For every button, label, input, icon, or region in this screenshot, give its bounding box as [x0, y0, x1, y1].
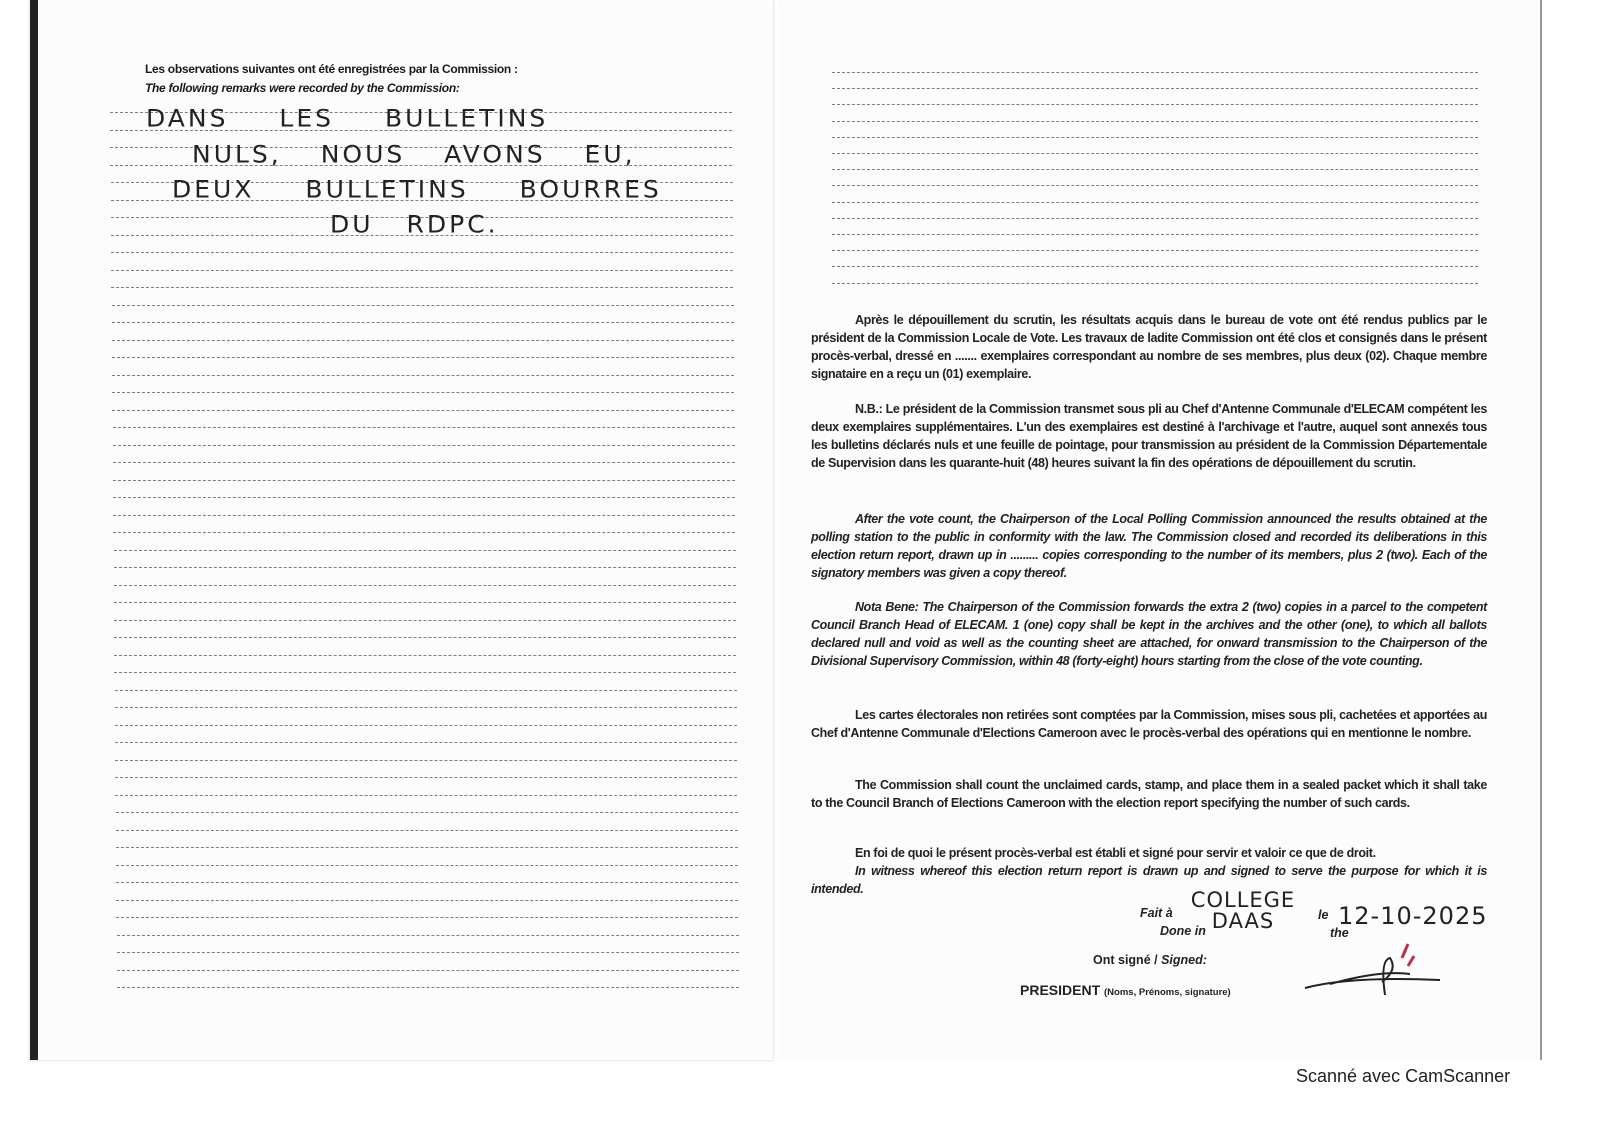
ruled-line	[114, 620, 736, 621]
ruled-line	[115, 795, 737, 796]
signature-mark	[1290, 940, 1460, 1000]
date-value: 12-10-2025	[1338, 902, 1488, 930]
ruled-line	[832, 72, 1478, 73]
ruled-line	[832, 218, 1478, 219]
ruled-line	[113, 480, 735, 481]
paragraph-nb-fr: N.B.: Le président de la Commission transmet sous pli au Chef d'Antenne Communale d'ELECAM compétent les deux exemplaires supplémentaires. L'un des exemplaires est destiné à l'archivage et l'autre, auquel sont annexés tous les bulletins déclarés nuls et une feuille de pointage, pour transmission au président de la Commission Départementale de Supervision dans les quarante-huit (48) heures suivant la fin des opérations de dépouillement du scrutin.	[811, 402, 1487, 470]
date-label-fr: le	[1318, 908, 1329, 922]
ruled-line	[116, 865, 738, 866]
paragraph-nota-bene-en: Nota Bene: The Chairperson of the Commission forwards the extra 2 (two) copies in a parcel to the competent Council Branch Head of ELECAM. 1 (one) copy shall be kept in the archives and the other (one), to which all ballots declared null and void as well as the counting sheet are attached, for onward transmission to the Chairperson of the Divisional Supervisory Commission, within 48 (forty-eight) hours starting from the close of the vote counting.	[811, 600, 1487, 668]
ruled-line	[113, 427, 735, 428]
ruled-line	[832, 88, 1478, 89]
ruled-line	[116, 917, 738, 918]
ruled-line	[832, 202, 1478, 203]
ruled-line	[113, 515, 735, 516]
ruled-line	[117, 987, 739, 988]
closing-en: In witness whereof this election return report is drawn up and signed to serve the purpose for which it is intended.	[811, 864, 1487, 896]
ruled-line	[114, 672, 736, 673]
observations-heading-fr: Les observations suivantes ont été enregistrées par la Commission :	[145, 62, 518, 76]
ruled-line	[115, 777, 737, 778]
ruled-line	[117, 952, 739, 953]
ruled-line	[115, 707, 737, 708]
ruled-line	[117, 935, 739, 936]
done-at-value: COLLEGE DAAS	[1190, 888, 1296, 933]
ruled-line	[832, 266, 1478, 267]
date-label-en: the	[1330, 926, 1349, 940]
ruled-line	[112, 322, 734, 323]
ruled-line	[832, 250, 1478, 251]
president-label: PRESIDENT (Noms, Prénoms, signature)	[1020, 982, 1231, 998]
ruled-line	[112, 357, 734, 358]
done-at-label-fr: Fait à	[1140, 906, 1173, 920]
ruled-line	[112, 392, 734, 393]
paragraph-results-fr: Après le dépouillement du scrutin, les résultats acquis dans le bureau de vote ont été rendus publics par le président de la Commission Locale de Vote. Les travaux de ladite Commission ont été clos et consignés dans le présent procès-verbal, dressé en ....... exemplaires correspondant au nombre de ses membres, plus deux (02). Chaque membre signataire en a reçu un (01) exemplaire.	[811, 313, 1487, 381]
ruled-line	[112, 305, 734, 306]
ruled-line	[117, 970, 739, 971]
ruled-line	[832, 121, 1478, 122]
ruled-line	[832, 104, 1478, 105]
ruled-line	[111, 270, 733, 271]
paragraph-cards-fr: Les cartes électorales non retirées sont comptées par la Commission, mises sous pli, cachetées et apportées au Chef d'Antenne Communale d'Elections Cameroon avec le procès-verbal des opérations qui en mentionne le nombre.	[811, 708, 1487, 740]
ruled-line	[114, 550, 736, 551]
ruled-line	[115, 725, 737, 726]
observations-heading-en: The following remarks were recorded by the Commission:	[145, 81, 460, 95]
ruled-line	[115, 690, 737, 691]
ruled-line	[116, 812, 738, 813]
done-at-label-en: Done in	[1160, 924, 1206, 938]
signed-label: Ont signé / Signed:	[1093, 953, 1207, 967]
ruled-line	[111, 252, 733, 253]
ruled-line	[832, 283, 1478, 284]
ruled-line	[832, 153, 1478, 154]
ruled-line	[116, 830, 738, 831]
paragraph-cards-en: The Commission shall count the unclaimed cards, stamp, and place them in a sealed packet which it shall take to the Council Branch of Elections Cameroon with the election report specifying the number of such cards.	[811, 778, 1487, 810]
ruled-line	[113, 445, 735, 446]
ruled-line	[116, 882, 738, 883]
ruled-line	[832, 137, 1478, 138]
ruled-line	[832, 185, 1478, 186]
ruled-line	[112, 410, 734, 411]
ruled-line	[112, 340, 734, 341]
ruled-line	[116, 900, 738, 901]
handwritten-remark-line: DU RDPC.	[330, 210, 499, 239]
camscanner-footer: Scanné avec CamScanner	[1296, 1066, 1511, 1086]
ruled-line	[832, 169, 1478, 170]
ruled-line	[832, 234, 1478, 235]
ruled-line	[113, 462, 735, 463]
closing-fr: En foi de quoi le présent procès-verbal est établi et signé pour servir et valoir ce que de droit.	[855, 846, 1376, 860]
ruled-line	[114, 585, 736, 586]
ruled-line	[111, 287, 733, 288]
ruled-line	[114, 602, 736, 603]
ruled-line	[115, 742, 737, 743]
ruled-line	[114, 567, 736, 568]
handwritten-remark-line: DANS LES BULLETINS	[146, 104, 549, 133]
handwritten-remark-line: DEUX BULLETINS BOURRES	[172, 175, 662, 204]
handwritten-remark-line: NULS, NOUS AVONS EU,	[192, 140, 636, 169]
ruled-line	[113, 532, 735, 533]
ruled-line	[114, 637, 736, 638]
ruled-line	[116, 847, 738, 848]
ruled-line	[113, 497, 735, 498]
ruled-line	[112, 375, 734, 376]
ruled-line	[115, 760, 737, 761]
paragraph-results-en: After the vote count, the Chairperson of the Local Polling Commission announced the results obtained at the polling station to the public in conformity with the law. The Commission closed and recorded its deliberations in this election return report, drawn up in ......... copies corresponding to the number of its members, plus 2 (two). Each of the signatory members was given a copy thereof.	[811, 512, 1487, 580]
ruled-line	[114, 655, 736, 656]
